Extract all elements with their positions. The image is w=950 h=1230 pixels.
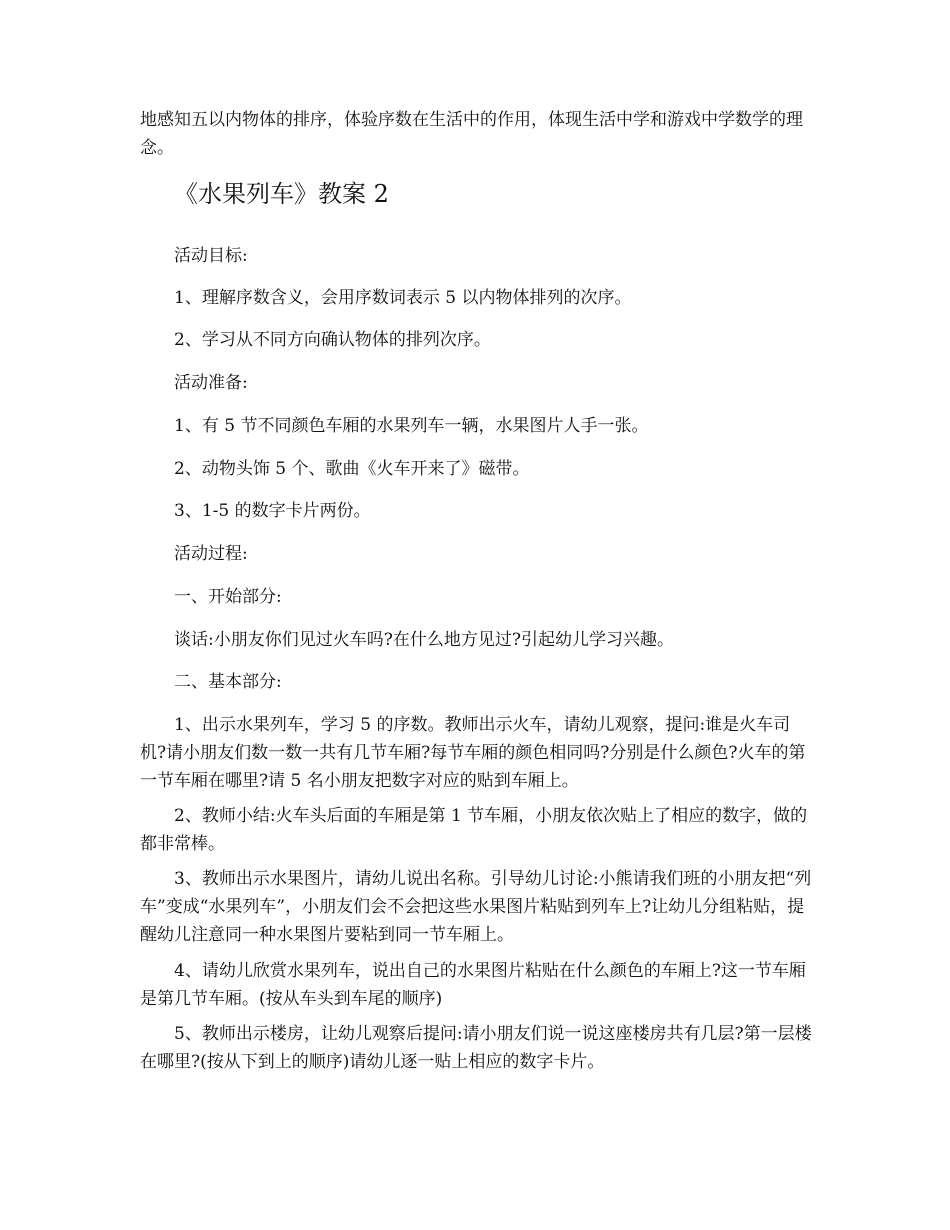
paragraph-activity-goals: 活动目标: [174, 246, 248, 266]
paragraph-activity-prep: 活动准备: [174, 373, 248, 393]
paragraph-goal-1: 1、理解序数含义，会用序数词表示 5 以内物体排列的次序。 [174, 288, 632, 308]
paragraph-talk: 谈话:小朋友你们见过火车吗?在什么地方见过?引起幼儿学习兴趣。 [174, 630, 674, 650]
paragraph-activity-process: 活动过程: [174, 544, 248, 564]
paragraph-step-2: 2、教师小结:火车头后面的车厢是第 1 节车厢，小朋友依次贴上了相应的数字，做的都非常棒。 [140, 806, 808, 854]
paragraph-prep-2: 2、动物头饰 5 个、歌曲《火车开来了》磁带。 [174, 459, 530, 479]
paragraph-prep-1: 1、有 5 节不同颜色车厢的水果列车一辆，水果图片人手一张。 [174, 416, 649, 436]
paragraph-step-4: 4、请幼儿欣赏水果列车，说出自己的水果图片粘贴在什么颜色的车厢上?这一节车厢是第几节车厢。(按从车头到车尾的顺序) [140, 961, 806, 1009]
paragraph-prep-3: 3、1-5 的数字卡片两份。 [174, 501, 371, 521]
paragraph-goal-2: 2、学习从不同方向确认物体的排列次序。 [174, 330, 491, 350]
paragraph-part-start: 一、开始部分: [174, 587, 282, 607]
paragraph-step-5: 5、教师出示楼房，让幼儿观察后提问:请小朋友们说一说这座楼房共有几层?第一层楼在哪里?(按从下到上的顺序)请幼儿逐一贴上相应的数字卡片。 [140, 1024, 812, 1072]
paragraph-step-1: 1、出示水果列车，学习 5 的序数。教师出示火车，请幼儿观察，提问:谁是火车司机?请小朋友们数一数一共有几节车厢?每节车厢的颜色相同吗?分别是什么颜色?火车的第一节车厢在哪里?请 5 名小朋友把数字对应的贴到车厢上。 [140, 715, 806, 791]
continuation-paragraph: 地感知五以内物体的排序，体验序数在生活中的作用，体现生活中学和游戏中学数学的理念。 [140, 110, 803, 158]
document-title: 《水果列车》教案 2 [174, 180, 389, 208]
paragraph-step-3: 3、教师出示水果图片，请幼儿说出名称。引导幼儿讨论:小熊请我们班的小朋友把“列车”变成“水果列车”，小朋友们会不会把这些水果图片粘贴到列车上?让幼儿分组粘贴，提醒幼儿注意同一种水果图片要粘到同一节车厢上。 [140, 869, 812, 945]
paragraph-part-basic: 二、基本部分: [174, 672, 282, 692]
